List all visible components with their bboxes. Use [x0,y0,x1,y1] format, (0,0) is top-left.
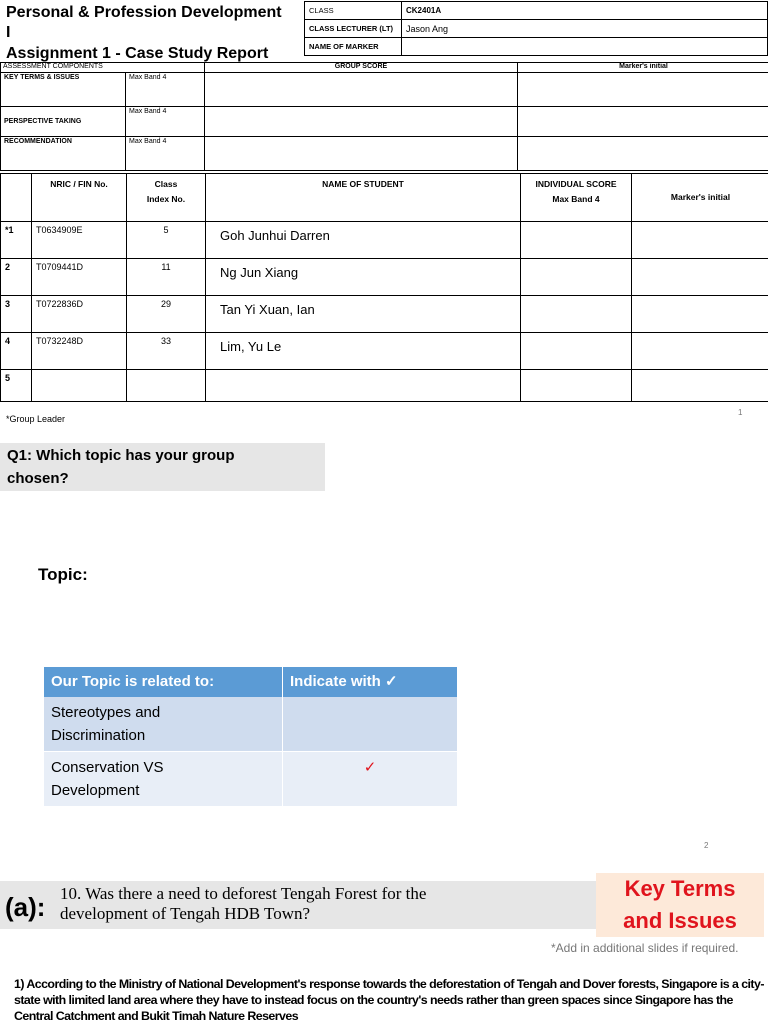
nric-header: NRIC / FIN No. [32,174,127,222]
page-number: 1 [738,408,743,417]
class-index-header: Class Index No. [127,174,206,222]
nric-cell: T0709441D [32,259,127,296]
individual-score-header: INDIVIDUAL SCORE Max Band 4 [521,174,632,222]
group-score-cell [205,137,518,171]
row-number: *1 [1,222,32,259]
nric-cell [32,370,127,402]
assessment-band: Max Band 4 [126,137,205,171]
topic-table [44,667,458,806]
row-number: 2 [1,259,32,296]
class-info-table [304,1,768,56]
assessment-band: Max Band 4 [126,73,205,107]
lecturer-value: Jason Ang [402,20,768,38]
assessment-header-components: ASSESSMENT COMPONENTS [1,63,205,73]
student-name-cell: Tan Yi Xuan, Ian [206,296,521,333]
score-cell [521,222,632,259]
topic-option-label: Stereotypes and Discrimination [44,697,283,752]
nric-cell: T0732248D [32,333,127,370]
initial-cell [632,296,768,333]
table-row [1,333,768,370]
assessment-band: Max Band 4 [126,107,205,137]
nric-cell: T0634909E [32,222,127,259]
student-name-header: NAME OF STUDENT [206,174,521,222]
additional-slides-note: *Add in additional slides if required. [551,941,739,955]
nric-cell: T0722836D [32,296,127,333]
student-name-cell: Lim, Yu Le [206,333,521,370]
lecturer-label: CLASS LECTURER (LT) [305,20,402,38]
assessment-component: PERSPECTIVE TAKING [1,107,126,137]
marker-initial-cell [518,107,768,137]
initial-cell [632,222,768,259]
marker-initial-cell [518,73,768,107]
topic-header-indicate: Indicate with ✓ [283,667,458,697]
group-score-cell [205,107,518,137]
group-score-cell [205,73,518,107]
initial-cell [632,259,768,296]
row-number: 3 [1,296,32,333]
table-row [1,370,768,402]
score-cell [521,370,632,402]
topic-option-label: Conservation VS Development [44,752,283,807]
row-number: 4 [1,333,32,370]
topic-option-row [44,697,458,752]
topic-option-row [44,752,458,807]
table-row [1,259,768,296]
class-index-cell: 29 [127,296,206,333]
assessment-component: KEY TERMS & ISSUES [1,73,126,107]
class-index-cell: 33 [127,333,206,370]
marker-initial-cell [518,137,768,171]
assessment-header-group-score: GROUP SCORE [205,63,518,73]
class-index-cell: 11 [127,259,206,296]
table-row [1,296,768,333]
score-cell [521,296,632,333]
table-row [1,222,768,259]
student-name-cell: Goh Junhui Darren [206,222,521,259]
topic-option-check[interactable] [283,697,458,752]
topic-option-check[interactable]: ✓ [283,752,458,807]
topic-header-related: Our Topic is related to: [44,667,283,697]
marker-initial-header: Marker's initial [632,174,768,222]
course-title: Personal & Profession Development I [6,4,282,41]
marker-value [402,38,768,56]
initial-cell [632,333,768,370]
assessment-table [0,62,768,171]
initial-cell [632,370,768,402]
page-number: 2 [704,841,709,850]
assessment-header-marker-initial: Marker's initial [518,63,768,73]
assignment-title: Assignment 1 - Case Study Report [6,45,269,62]
class-index-cell [127,370,206,402]
class-label: CLASS [305,2,402,20]
question-label: (a): [5,892,46,922]
row-number: 5 [1,370,32,402]
class-value: CK2401A [402,2,768,20]
q1-question: Q1: Which topic has your group chosen? [0,443,325,491]
score-cell [521,259,632,296]
student-name-cell [206,370,521,402]
answer-text: 1) According to the Ministry of National Development's response towards the deforestation of Tengah and Dover forests, Singapore is a city-state with limited land area where they have to instead focus on the country's needs rather than green spaces since Singapore has the Central Catchment and Bukit Timah Nature Reserves [14,977,764,1023]
students-table [0,173,768,402]
key-terms-box: Key Terms and Issues [596,873,764,937]
student-name-cell: Ng Jun Xiang [206,259,521,296]
marker-label: NAME OF MARKER [305,38,402,56]
class-index-cell: 5 [127,222,206,259]
group-leader-footnote: *Group Leader [6,414,66,424]
topic-label: Topic: [38,565,88,584]
assessment-component: RECOMMENDATION [1,137,126,171]
question-text: 10. Was there a need to deforest Tengah Forest for the development of Tengah HDB Town? [60,884,427,923]
row-number-header [1,174,32,222]
score-cell [521,333,632,370]
